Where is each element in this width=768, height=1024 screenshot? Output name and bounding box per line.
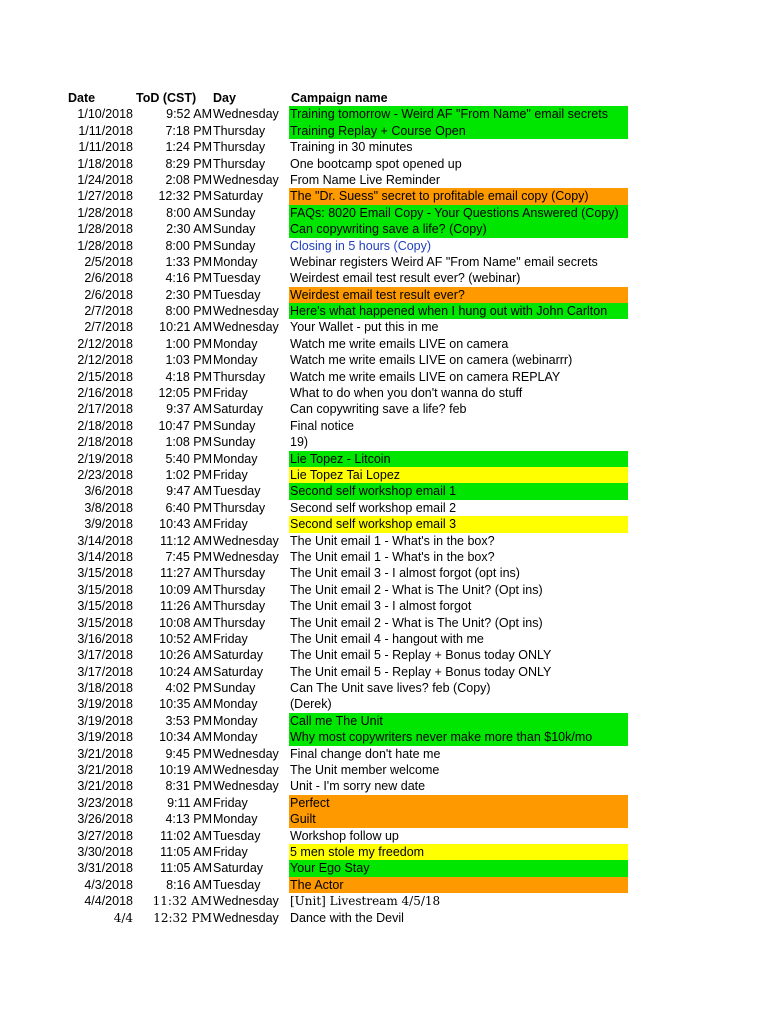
campaign-cell[interactable]: The Unit email 3 - I almost forgot (opt ins)	[290, 566, 520, 581]
tod-cell[interactable]: 1:24 PM	[165, 140, 212, 155]
campaign-cell[interactable]: Workshop follow up	[290, 828, 399, 843]
tod-cell[interactable]: 1:08 PM	[165, 435, 212, 450]
table-row[interactable]	[0, 106, 768, 122]
campaign-cell[interactable]: Can copywriting save a life? feb	[290, 402, 467, 417]
header-day: Day	[213, 91, 236, 105]
spreadsheet	[0, 90, 768, 926]
date-cell[interactable]: 3/23/2018	[77, 795, 133, 810]
table-row[interactable]	[0, 582, 768, 598]
campaign-cell[interactable]: Training in 30 minutes	[290, 140, 413, 155]
tod-cell[interactable]: 8:00 PM	[165, 238, 212, 253]
date-cell[interactable]: 3/15/2018	[77, 566, 133, 581]
table-row[interactable]	[0, 680, 768, 696]
date-cell[interactable]: 3/14/2018	[77, 549, 133, 564]
table-row[interactable]	[0, 877, 768, 893]
campaign-cell[interactable]: Watch me write emails LIVE on camera REPLAY	[290, 369, 561, 384]
campaign-cell[interactable]: Perfect	[289, 795, 628, 811]
tod-cell[interactable]: 4:13 PM	[165, 812, 212, 827]
campaign-cell[interactable]: Can The Unit save lives? feb (Copy)	[290, 681, 491, 696]
table-row[interactable]	[0, 828, 768, 844]
campaign-cell[interactable]: Second self workshop email 3	[289, 516, 628, 532]
day-cell[interactable]: Wednesday	[213, 763, 279, 778]
table-row[interactable]	[0, 533, 768, 549]
tod-cell[interactable]: 10:43 AM	[159, 517, 212, 532]
day-cell[interactable]: Wednesday	[213, 533, 279, 548]
table-row[interactable]	[0, 516, 768, 532]
tod-cell[interactable]: 10:35 AM	[159, 697, 212, 712]
campaign-cell[interactable]: The Unit email 5 - Replay + Bonus today ONLY	[290, 648, 552, 663]
tod-cell[interactable]: 8:00 PM	[165, 304, 212, 319]
day-cell[interactable]: Saturday	[213, 664, 264, 679]
campaign-cell[interactable]: Final notice	[290, 418, 354, 433]
day-cell[interactable]: Thursday	[213, 566, 266, 581]
date-cell[interactable]: 3/19/2018	[77, 730, 133, 745]
campaign-cell[interactable]: Here's what happened when I hung out with John Carlton	[289, 303, 628, 319]
tod-cell[interactable]: 9:47 AM	[166, 484, 212, 499]
tod-cell[interactable]: 11:26 AM	[160, 599, 212, 614]
tod-cell[interactable]: 4:02 PM	[165, 681, 212, 696]
date-cell[interactable]: 2/7/2018	[84, 304, 133, 319]
tod-cell[interactable]: 2:08 PM	[165, 172, 212, 187]
day-cell[interactable]: Monday	[213, 713, 258, 728]
tod-cell[interactable]: 9:37 AM	[166, 402, 212, 417]
table-row[interactable]	[0, 746, 768, 762]
tod-cell[interactable]: 1:02 PM	[165, 467, 212, 482]
tod-cell[interactable]: 1:03 PM	[165, 353, 212, 368]
table-row[interactable]	[0, 221, 768, 237]
table-row[interactable]	[0, 156, 768, 172]
tod-cell[interactable]: 12:32 PM	[153, 910, 212, 925]
date-cell[interactable]: 3/15/2018	[77, 615, 133, 630]
date-cell[interactable]: 2/6/2018	[84, 287, 133, 302]
tod-cell[interactable]: 5:40 PM	[165, 451, 212, 466]
table-row[interactable]	[0, 549, 768, 565]
tod-cell[interactable]: 11:05 AM	[160, 844, 212, 859]
table-row[interactable]	[0, 615, 768, 631]
header-campaign: Campaign name	[291, 91, 388, 105]
day-cell[interactable]: Thursday	[213, 369, 266, 384]
campaign-cell[interactable]: Call me The Unit	[289, 713, 628, 729]
day-cell[interactable]: Tuesday	[213, 877, 261, 892]
table-row[interactable]	[0, 451, 768, 467]
date-cell[interactable]: 3/27/2018	[77, 828, 133, 843]
tod-cell[interactable]: 12:32 PM	[158, 189, 212, 204]
day-cell[interactable]: Wednesday	[213, 746, 279, 761]
tod-cell[interactable]: 8:31 PM	[165, 779, 212, 794]
table-row[interactable]	[0, 205, 768, 221]
day-cell[interactable]: Friday	[213, 386, 248, 401]
campaign-cell[interactable]: Second self workshop email 1	[289, 483, 628, 499]
date-cell[interactable]: 3/18/2018	[77, 681, 133, 696]
date-cell[interactable]: 1/28/2018	[77, 222, 133, 237]
table-body	[0, 106, 768, 926]
date-cell[interactable]: 2/19/2018	[77, 451, 133, 466]
tod-cell[interactable]: 12:05 PM	[158, 386, 212, 401]
day-cell[interactable]: Monday	[213, 451, 258, 466]
day-cell[interactable]: Friday	[213, 844, 248, 859]
date-cell[interactable]: 3/19/2018	[77, 713, 133, 728]
day-cell[interactable]: Saturday	[213, 648, 264, 663]
date-cell[interactable]: 1/10/2018	[77, 107, 133, 122]
table-row[interactable]	[0, 483, 768, 499]
table-row[interactable]	[0, 418, 768, 434]
campaign-cell[interactable]: Training tomorrow - Weird AF "From Name" email secrets	[289, 106, 628, 122]
date-cell[interactable]: 1/28/2018	[77, 205, 133, 220]
tod-cell[interactable]: 10:34 AM	[159, 730, 212, 745]
date-cell[interactable]: 3/19/2018	[77, 697, 133, 712]
tod-cell[interactable]: 8:00 AM	[166, 205, 212, 220]
campaign-cell[interactable]: The Unit email 2 - What is The Unit? (Opt ins)	[290, 615, 543, 630]
day-cell[interactable]: Saturday	[213, 189, 264, 204]
header-date: Date	[68, 91, 96, 105]
date-cell[interactable]: 1/18/2018	[77, 156, 133, 171]
tod-cell[interactable]: 7:18 PM	[165, 123, 212, 138]
day-cell[interactable]: Friday	[213, 517, 248, 532]
date-cell[interactable]: 2/18/2018	[77, 418, 133, 433]
date-cell[interactable]: 3/26/2018	[77, 812, 133, 827]
campaign-cell[interactable]: Final change don't hate me	[290, 746, 441, 761]
day-cell[interactable]: Monday	[213, 812, 258, 827]
date-cell[interactable]: 3/14/2018	[77, 533, 133, 548]
date-cell[interactable]: 1/11/2018	[78, 140, 133, 155]
tod-cell[interactable]: 11:32 AM	[152, 894, 212, 909]
day-cell[interactable]: Saturday	[213, 402, 264, 417]
table-row[interactable]	[0, 123, 768, 139]
day-cell[interactable]: Wednesday	[213, 894, 279, 909]
date-cell[interactable]: 2/6/2018	[84, 271, 133, 286]
campaign-cell[interactable]: FAQs: 8020 Email Copy - Your Questions Answered (Copy)	[289, 205, 628, 221]
tod-cell[interactable]: 8:16 AM	[166, 877, 212, 892]
day-cell[interactable]: Thursday	[213, 156, 266, 171]
table-row[interactable]	[0, 467, 768, 483]
date-cell[interactable]: 3/21/2018	[77, 763, 133, 778]
campaign-cell[interactable]: Webinar registers Weird AF "From Name" email secrets	[290, 254, 598, 269]
day-cell[interactable]: Monday	[213, 353, 258, 368]
campaign-cell[interactable]: Why most copywriters never make more than $10k/mo	[289, 729, 628, 745]
date-cell[interactable]: 4/4/2018	[84, 894, 133, 909]
table-row[interactable]	[0, 729, 768, 745]
table-row[interactable]	[0, 598, 768, 614]
day-cell[interactable]: Monday	[213, 336, 258, 351]
table-row[interactable]	[0, 795, 768, 811]
day-cell[interactable]: Saturday	[213, 861, 264, 876]
table-row[interactable]	[0, 352, 768, 368]
table-row[interactable]	[0, 664, 768, 680]
table-row[interactable]	[0, 647, 768, 663]
campaign-cell[interactable]: 19)	[290, 435, 309, 450]
campaign-cell[interactable]: Your Ego Stay	[289, 860, 628, 876]
tod-cell[interactable]: 9:11 AM	[167, 795, 212, 810]
tod-cell[interactable]: 10:47 PM	[158, 418, 212, 433]
tod-cell[interactable]: 2:30 PM	[165, 287, 212, 302]
day-cell[interactable]: Thursday	[213, 123, 266, 138]
campaign-cell[interactable]: The Unit email 3 - I almost forgot	[290, 599, 472, 614]
tod-cell[interactable]: 10:52 AM	[159, 631, 212, 646]
tod-cell[interactable]: 10:19 AM	[159, 763, 212, 778]
campaign-cell[interactable]: Watch me write emails LIVE on camera (webinarrr)	[290, 353, 573, 368]
campaign-cell[interactable]: Watch me write emails LIVE on camera	[290, 336, 509, 351]
date-cell[interactable]: 1/28/2018	[77, 238, 133, 253]
day-cell[interactable]: Sunday	[213, 222, 256, 237]
tod-cell[interactable]: 1:33 PM	[165, 254, 212, 269]
date-cell[interactable]: 1/24/2018	[77, 172, 133, 187]
day-cell[interactable]: Wednesday	[213, 172, 279, 187]
day-cell[interactable]: Friday	[213, 467, 248, 482]
table-row[interactable]	[0, 778, 768, 794]
tod-cell[interactable]: 10:09 AM	[159, 582, 212, 597]
tod-cell[interactable]: 11:27 AM	[160, 566, 212, 581]
table-row[interactable]	[0, 188, 768, 204]
date-cell[interactable]: 3/31/2018	[77, 861, 133, 876]
campaign-cell[interactable]: The Unit email 4 - hangout with me	[290, 631, 484, 646]
campaign-cell[interactable]: The Unit member welcome	[290, 763, 440, 778]
date-cell[interactable]: 3/21/2018	[77, 746, 133, 761]
table-row[interactable]	[0, 270, 768, 286]
date-cell[interactable]: 3/8/2018	[84, 500, 133, 515]
date-cell[interactable]: 2/17/2018	[77, 402, 133, 417]
table-row[interactable]	[0, 385, 768, 401]
tod-cell[interactable]: 10:24 AM	[159, 664, 212, 679]
date-cell[interactable]: 3/6/2018	[84, 484, 133, 499]
day-cell[interactable]: Tuesday	[213, 828, 261, 843]
campaign-cell[interactable]: Dance with the Devil	[290, 910, 404, 925]
campaign-cell[interactable]: Lie Topez Tai Lopez	[289, 467, 628, 483]
tod-cell[interactable]: 10:08 AM	[159, 615, 212, 630]
tod-cell[interactable]: 6:40 PM	[165, 500, 212, 515]
campaign-cell[interactable]: Lie Topez - Litcoin	[289, 451, 628, 467]
campaign-cell[interactable]: From Name Live Reminder	[290, 172, 441, 187]
day-cell[interactable]: Sunday	[213, 418, 256, 433]
table-row[interactable]	[0, 369, 768, 385]
table-row[interactable]	[0, 303, 768, 319]
tod-cell[interactable]: 11:12 AM	[160, 533, 212, 548]
table-row[interactable]	[0, 631, 768, 647]
day-cell[interactable]: Monday	[213, 697, 258, 712]
table-row[interactable]	[0, 401, 768, 417]
campaign-cell[interactable]: The Unit email 5 - Replay + Bonus today ONLY	[290, 664, 552, 679]
tod-cell[interactable]: 2:30 AM	[166, 222, 212, 237]
header-tod: ToD (CST)	[136, 91, 197, 105]
date-cell[interactable]: 2/12/2018	[77, 336, 133, 351]
day-cell[interactable]: Tuesday	[213, 484, 261, 499]
campaign-cell[interactable]: Guilt	[289, 811, 628, 827]
day-cell[interactable]: Wednesday	[213, 910, 279, 925]
date-cell[interactable]: 3/16/2018	[77, 631, 133, 646]
campaign-cell[interactable]: The Unit email 2 - What is The Unit? (Opt ins)	[290, 582, 543, 597]
tod-cell[interactable]: 11:05 AM	[160, 861, 212, 876]
table-row[interactable]	[0, 713, 768, 729]
date-cell[interactable]: 2/16/2018	[77, 386, 133, 401]
table-row[interactable]	[0, 287, 768, 303]
campaign-cell[interactable]: Second self workshop email 2	[290, 500, 457, 515]
day-cell[interactable]: Tuesday	[213, 271, 261, 286]
day-cell[interactable]: Sunday	[213, 435, 256, 450]
table-row[interactable]	[0, 910, 768, 926]
tod-cell[interactable]: 9:45 PM	[165, 746, 212, 761]
date-cell[interactable]: 2/23/2018	[77, 467, 133, 482]
day-cell[interactable]: Wednesday	[213, 779, 279, 794]
campaign-cell[interactable]: One bootcamp spot opened up	[290, 156, 462, 171]
date-cell[interactable]: 1/11/2018	[78, 123, 133, 138]
campaign-cell[interactable]: Closing in 5 hours (Copy)	[290, 238, 432, 253]
campaign-cell[interactable]: Weirdest email test result ever?	[289, 287, 628, 303]
tod-cell[interactable]: 11:02 AM	[160, 828, 212, 843]
tod-cell[interactable]: 4:16 PM	[165, 271, 212, 286]
table-row[interactable]	[0, 893, 768, 909]
date-cell[interactable]: 3/30/2018	[77, 844, 133, 859]
date-cell[interactable]: 3/15/2018	[77, 582, 133, 597]
date-cell[interactable]: 1/27/2018	[77, 189, 133, 204]
day-cell[interactable]: Monday	[213, 254, 258, 269]
day-cell[interactable]: Monday	[213, 730, 258, 745]
table-row[interactable]	[0, 696, 768, 712]
day-cell[interactable]: Sunday	[213, 681, 256, 696]
day-cell[interactable]: Thursday	[213, 140, 266, 155]
day-cell[interactable]: Sunday	[213, 205, 256, 220]
campaign-cell[interactable]: Unit - I'm sorry new date	[290, 779, 426, 794]
table-row[interactable]	[0, 811, 768, 827]
table-row[interactable]	[0, 434, 768, 450]
day-cell[interactable]: Wednesday	[213, 304, 279, 319]
campaign-cell[interactable]: What to do when you don't wanna do stuff	[290, 386, 523, 401]
date-cell[interactable]: 2/15/2018	[77, 369, 133, 384]
campaign-cell[interactable]: (Derek)	[290, 697, 332, 712]
table-row[interactable]	[0, 319, 768, 335]
date-cell[interactable]: 2/7/2018	[84, 320, 133, 335]
campaign-cell[interactable]: Can copywriting save a life? (Copy)	[289, 221, 628, 237]
tod-cell[interactable]: 3:53 PM	[165, 713, 212, 728]
tod-cell[interactable]: 1:00 PM	[165, 336, 212, 351]
day-cell[interactable]: Friday	[213, 795, 248, 810]
date-cell[interactable]: 2/5/2018	[84, 254, 133, 269]
campaign-cell[interactable]: 5 men stole my freedom	[289, 844, 628, 860]
tod-cell[interactable]: 10:26 AM	[159, 648, 212, 663]
campaign-cell[interactable]: Training Replay + Course Open	[289, 123, 628, 139]
campaign-cell[interactable]: The Unit email 1 - What's in the box?	[290, 549, 495, 564]
campaign-cell[interactable]: The "Dr. Suess" secret to profitable email copy (Copy)	[289, 188, 628, 204]
day-cell[interactable]: Thursday	[213, 500, 266, 515]
tod-cell[interactable]: 8:29 PM	[165, 156, 212, 171]
campaign-cell[interactable]: The Unit email 1 - What's in the box?	[290, 533, 495, 548]
tod-cell[interactable]: 9:52 AM	[166, 107, 212, 122]
date-cell[interactable]: 3/21/2018	[77, 779, 133, 794]
day-cell[interactable]: Friday	[213, 631, 248, 646]
tod-cell[interactable]: 4:18 PM	[165, 369, 212, 384]
date-cell[interactable]: 3/15/2018	[77, 599, 133, 614]
header-row	[0, 90, 768, 106]
day-cell[interactable]: Thursday	[213, 615, 266, 630]
table-row[interactable]	[0, 565, 768, 581]
table-row[interactable]	[0, 860, 768, 876]
day-cell[interactable]: Wednesday	[213, 320, 279, 335]
day-cell[interactable]: Wednesday	[213, 107, 279, 122]
table-row[interactable]	[0, 336, 768, 352]
campaign-cell[interactable]: [Unit] Livestream 4/5/18	[290, 894, 441, 909]
campaign-cell[interactable]: Weirdest email test result ever? (webinar)	[290, 271, 521, 286]
date-cell[interactable]: 2/12/2018	[77, 353, 133, 368]
table-row[interactable]	[0, 254, 768, 270]
day-cell[interactable]: Sunday	[213, 238, 256, 253]
day-cell[interactable]: Thursday	[213, 599, 266, 614]
date-cell[interactable]: 4/3/2018	[84, 877, 133, 892]
tod-cell[interactable]: 7:45 PM	[165, 549, 212, 564]
day-cell[interactable]: Tuesday	[213, 287, 261, 302]
table-row[interactable]	[0, 238, 768, 254]
table-row[interactable]	[0, 139, 768, 155]
day-cell[interactable]: Wednesday	[213, 549, 279, 564]
date-cell[interactable]: 4/4	[113, 910, 133, 925]
campaign-cell[interactable]: Your Wallet - put this in me	[290, 320, 439, 335]
day-cell[interactable]: Thursday	[213, 582, 266, 597]
date-cell[interactable]: 3/17/2018	[77, 648, 133, 663]
campaign-cell[interactable]: The Actor	[289, 877, 628, 893]
date-cell[interactable]: 3/17/2018	[77, 664, 133, 679]
table-row[interactable]	[0, 172, 768, 188]
date-cell[interactable]: 3/9/2018	[84, 517, 133, 532]
date-cell[interactable]: 2/18/2018	[77, 435, 133, 450]
tod-cell[interactable]: 10:21 AM	[159, 320, 212, 335]
table-row[interactable]	[0, 500, 768, 516]
table-row[interactable]	[0, 844, 768, 860]
table-row[interactable]	[0, 762, 768, 778]
